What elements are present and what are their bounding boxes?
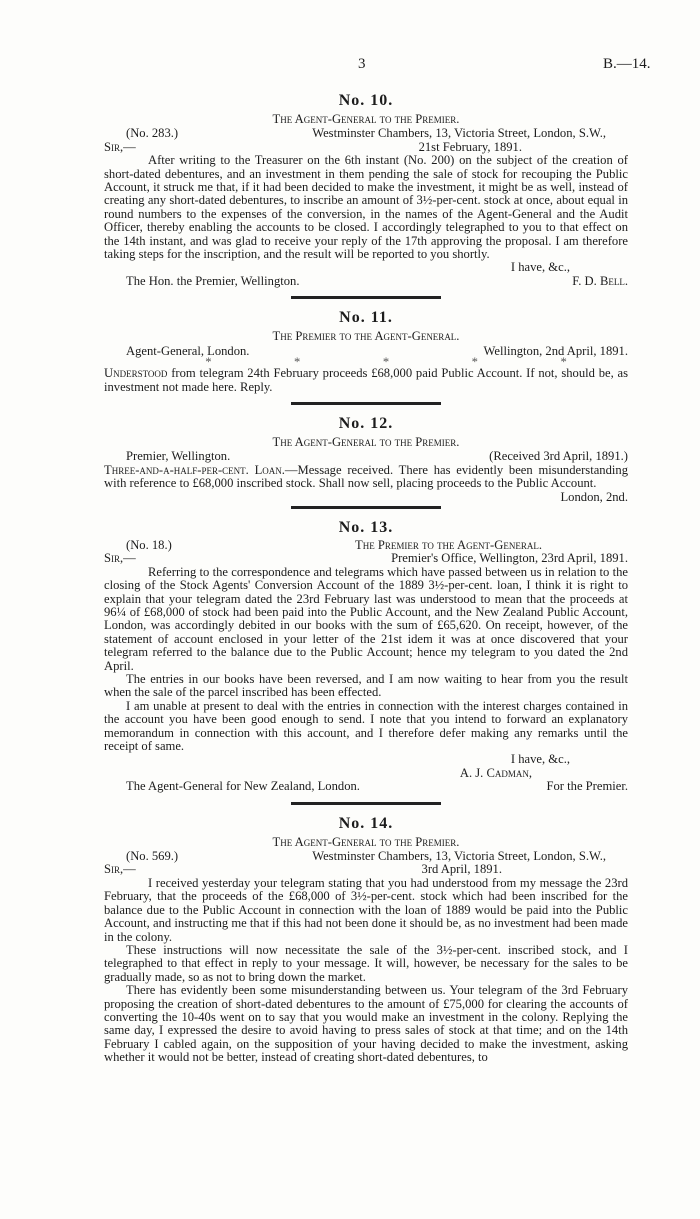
section-divider	[291, 402, 441, 405]
letter-ref: (No. 283.)	[126, 126, 179, 141]
letter-paragraph: The entries in our books have been reversed, and I am now waiting to hear from you the result when the sale of the parcel inscribed has been effected.	[104, 672, 628, 700]
salutation: Sir,—	[104, 551, 136, 566]
letter-body: After writing to the Treasurer on the 6th instant (No. 200) on the subject of the creation of short-dated debentures, and an investment in them pending the sale of stock for recouping the Public Account, it struck me that, if it had been decided to make the investment, it might be as well, instead of creating any short-dated debentures, to inscribe an amount of 3½-per-cent. stock at once, about equal in round numbers to the expenses of the conversion, in the names of the Agent-General and the Audit Officer, thereby enabling the accounts to be closed. I accordingly telegraphed to you to that effect on the 14th instant, and was glad to receive your reply of the 17th approving the proposal. I am therefore taking steps for the inscription, and the result will be reported to you shortly.	[104, 153, 628, 262]
page-number: 3	[358, 56, 366, 72]
page-header	[0, 58, 700, 78]
section-divider	[291, 296, 441, 299]
telegram-lead: Understood	[104, 366, 168, 381]
section-divider	[291, 506, 441, 509]
salutation: Sir,—	[104, 139, 136, 154]
page-content	[104, 92, 628, 1065]
telegram-body: Understood from telegram 24th February proceeds £68,000 paid Public Account. If not, should be, as investment not made here. Reply.	[104, 366, 628, 394]
letter-from: Premier, Wellington.	[126, 449, 231, 464]
letter-date: 3rd April, 1891.	[421, 862, 502, 877]
letter-number: No. 10.	[338, 92, 394, 109]
letter-number: No. 12.	[338, 414, 394, 432]
letter-date: (Received 3rd April, 1891.)	[489, 449, 628, 464]
addressee: The Hon. the Premier, Wellington.	[126, 273, 300, 288]
letter-paragraph: Referring to the correspondence and telegrams which have passed between us in relation to the closing of the Stock Agents' Conversion Account of the 1889 3½-per-cent. loan, I think it is right to explain that your telegram dated the 23rd February last was understood to mean that the proceeds at 96¼ of £68,000 of stock had been paid into the Public Account, and the New Zealand Public Account, London, was accordingly debited in our books with the sum of £65,620. On receipt, however, of the statement of account enclosed in your letter of the 21st idem it was at once discovered that your telegram referred to the balance due to the Public Account; hence my telegram to you dated the 2nd April.	[104, 564, 628, 673]
section-divider	[291, 802, 441, 805]
letter-number: No. 11.	[339, 309, 393, 327]
letter-no-10	[104, 92, 628, 288]
addressee: The Agent-General for New Zealand, London.	[126, 779, 360, 794]
telegram-body: Three-and-a-half-per-cent. Loan.—Message received. There has evidently been misunderstanding with reference to £68,000 inscribed stock. Shall now sell, placing proceeds to the Public Account.	[104, 462, 628, 491]
signature-role: For the Premier.	[546, 779, 628, 794]
letter-route: The Premier to the Agent-General.	[272, 329, 460, 344]
letter-route: The Agent-General to the Premier.	[272, 112, 460, 126]
letter-number: No. 14.	[338, 814, 394, 832]
letter-from: Agent-General, London.	[126, 343, 250, 358]
letter-route: The Premier to the Agent-General.	[355, 537, 542, 552]
letter-route: The Agent-General to the Premier.	[272, 434, 460, 449]
elision-stars: * * * * *	[205, 355, 567, 370]
letter-ref: (No. 569.)	[126, 849, 179, 864]
letter-address: Westminster Chambers, 13, Victoria Street, London, S.W.,	[312, 126, 606, 141]
salutation: Sir,—	[104, 862, 136, 877]
closing: I have, &c.,	[510, 752, 570, 767]
letter-no-12	[104, 415, 628, 504]
telegram-lead: Three-and-a-half-per-cent. Loan.	[104, 462, 285, 477]
letter-paragraph: These instructions will now necessitate the sale of the 3½-per-cent. inscribed stock, and I telegraphed to that effect in reply to your message. It will, however, be necessary for the sales to be gradually made, so as not to bring down the market.	[104, 942, 628, 984]
signature: A. J. Cadman,	[459, 765, 532, 780]
letter-paragraph: I received yesterday your telegram stating that you had understood from my message the 23rd February, that the proceeds of the £68,000 of 3½-per-cent. stock which had been inscribed for the balance due to the Public Account in connection with the loan of 1889 would be paid into the Public Account, and instructing me that if this had not been done it should be, as no investment had been made in the colony.	[104, 875, 628, 944]
letter-number: No. 13.	[338, 518, 394, 536]
letter-ref: (No. 18.)	[126, 537, 172, 552]
telegram-place: London, 2nd.	[560, 489, 628, 504]
letter-paragraph: I am unable at present to deal with the entries in connection with the interest charges contained in the account you have been good enough to send. I note that you intend to forward an explanatory memorandum in connection with this account, and I therefore defer making any remarks until the receipt of same.	[104, 698, 628, 754]
letter-address: Premier's Office, Wellington, 23rd April, 1891.	[391, 551, 628, 566]
document-reference: B.—14.	[603, 56, 651, 72]
letter-date: 21st February, 1891.	[418, 139, 522, 154]
letter-no-14	[104, 815, 628, 1065]
letter-date: Wellington, 2nd April, 1891.	[483, 343, 628, 358]
letter-no-13	[104, 519, 628, 794]
letter-address: Westminster Chambers, 13, Victoria Street, London, S.W.,	[312, 849, 606, 864]
closing: I have, &c.,	[510, 260, 570, 275]
letter-no-11	[104, 309, 628, 394]
letter-route: The Agent-General to the Premier.	[272, 834, 460, 849]
signature: F. D. Bell.	[572, 273, 628, 288]
letter-paragraph: There has evidently been some misunderstanding between us. Your telegram of the 3rd February proposing the creation of short-dated debentures to the amount of £75,000 for clearing the accounts of converting the 10-40s went on to say that you would make an investment in the colony. Replying the same day, I expressed the desire to avoid having to press sales of stock at that time; and on the 14th February I cabled again, on the supposition of your having decided to make the investment, asking whether it would not be better, instead of creating short-dated debentures, to	[104, 983, 628, 1065]
